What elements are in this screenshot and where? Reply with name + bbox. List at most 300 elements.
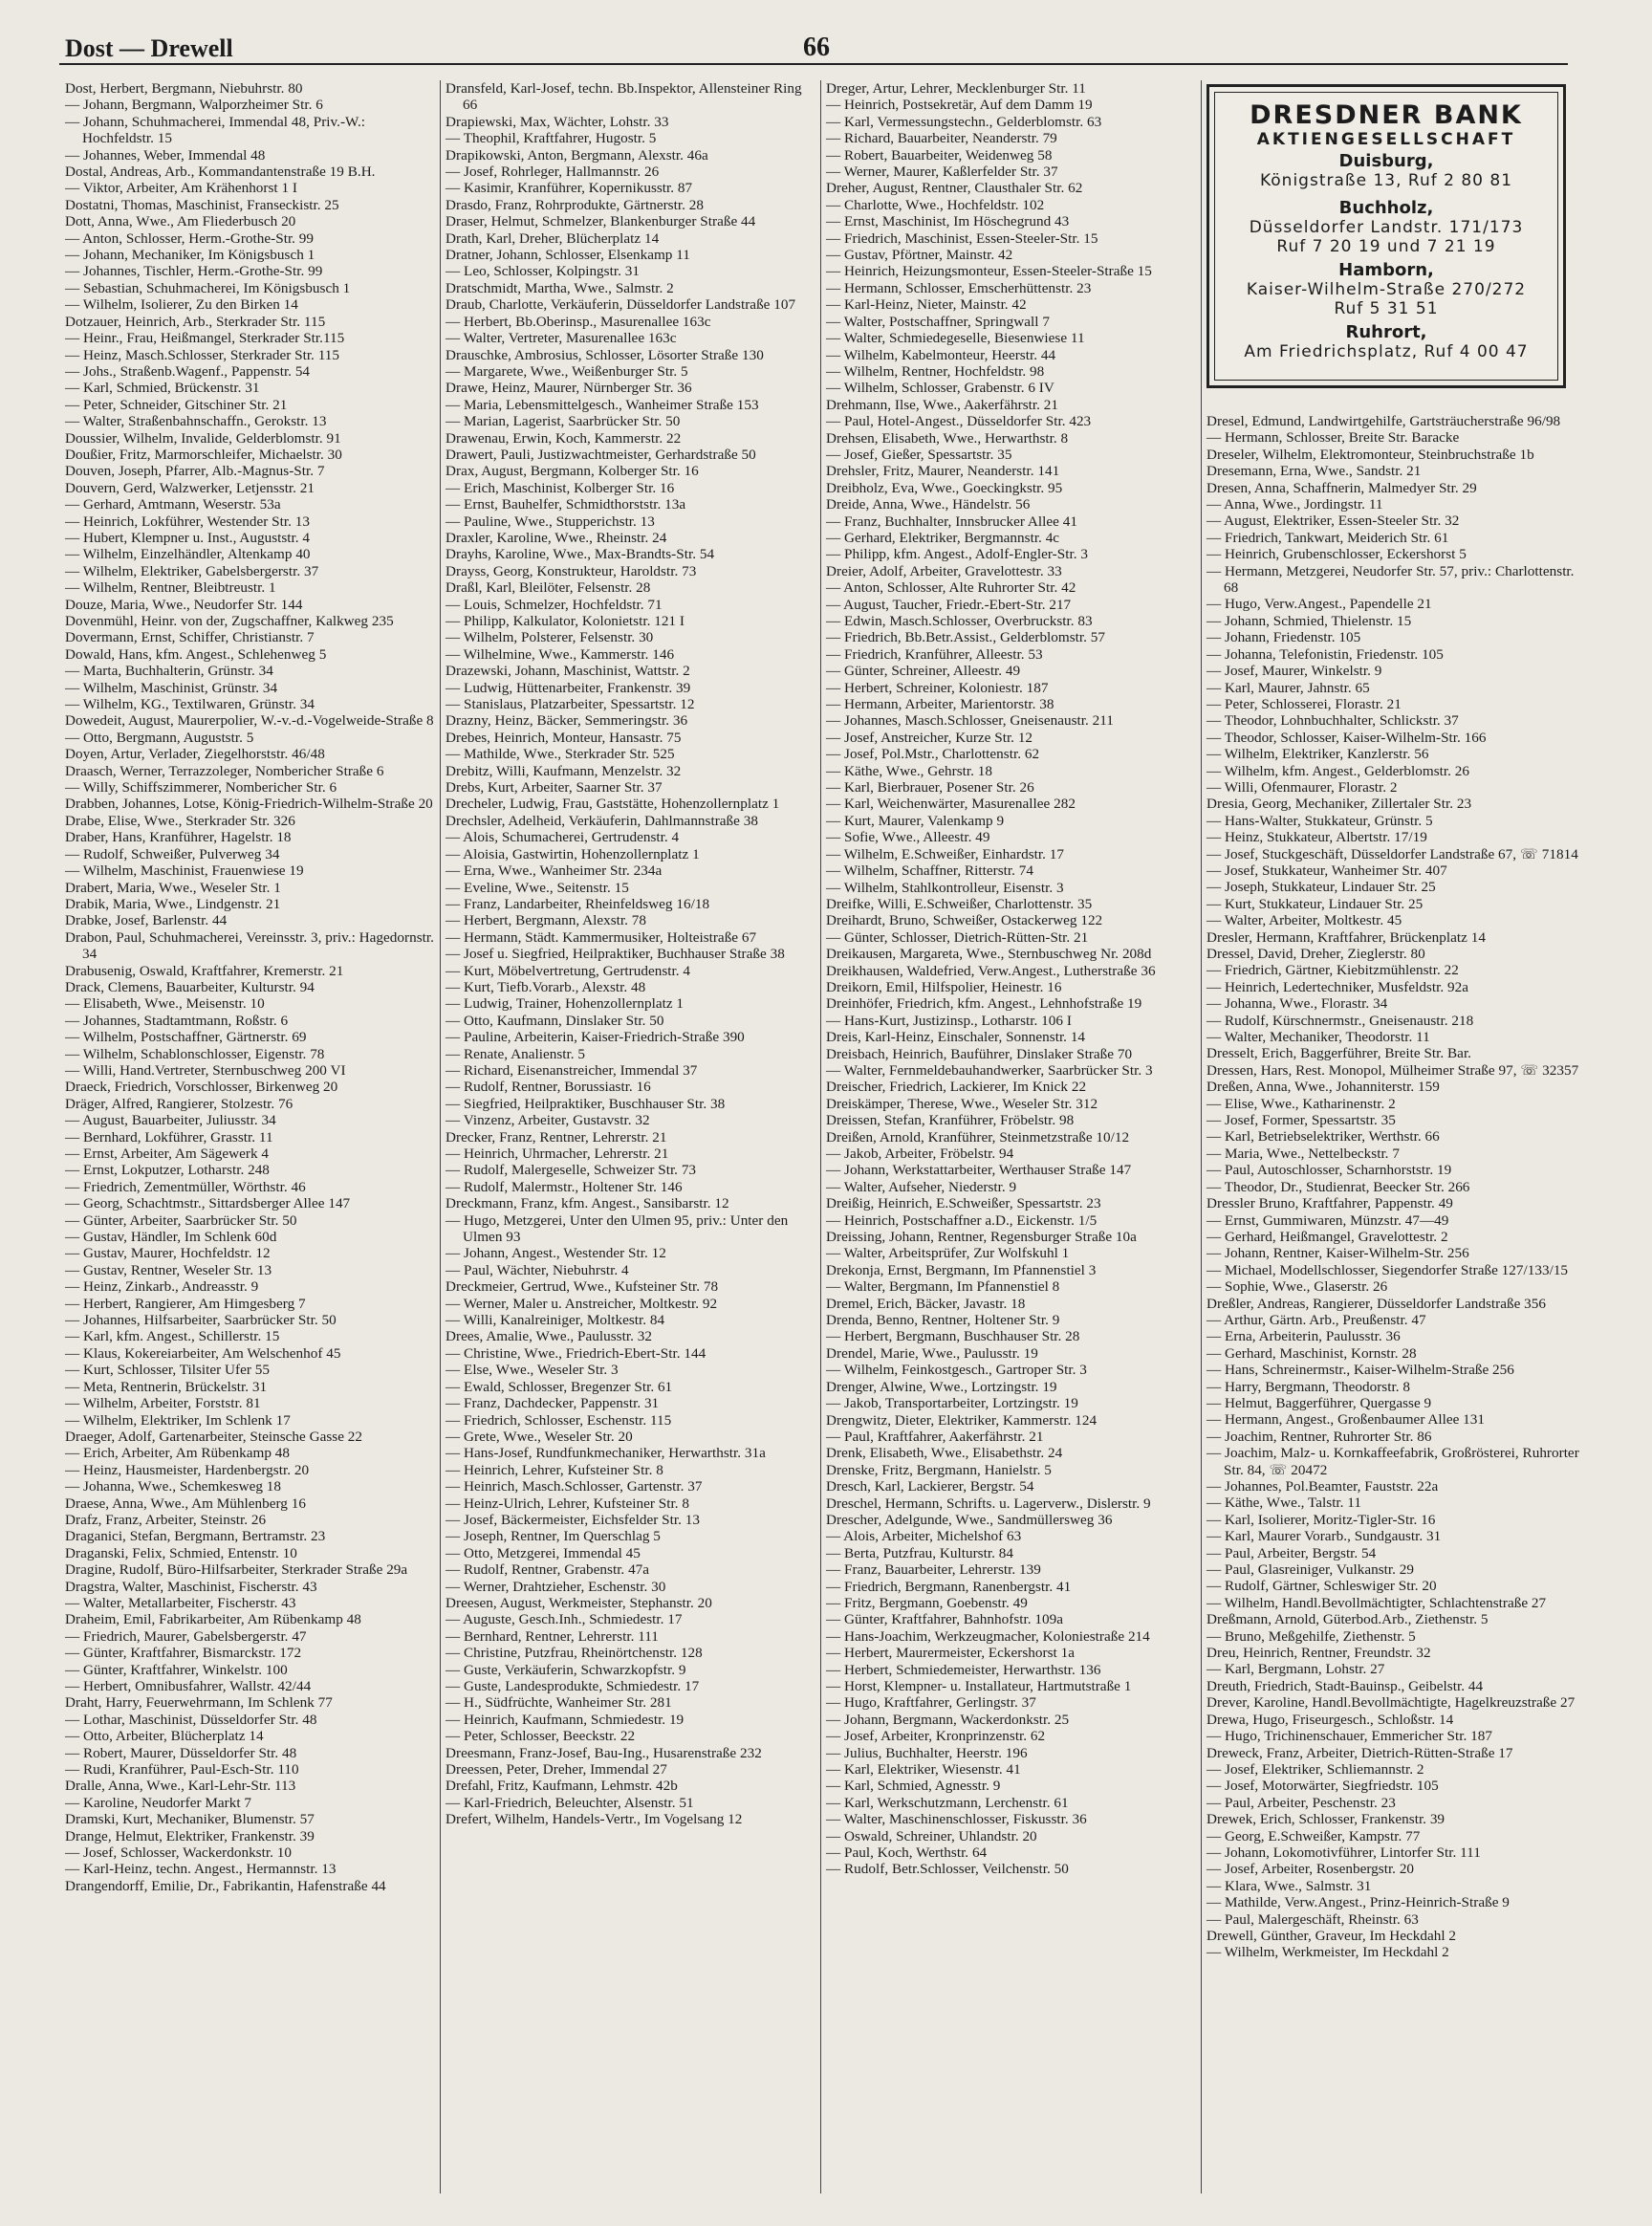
directory-entry: — Gustav, Rentner, Weseler Str. 13 [65,1261,272,1278]
directory-entry: — Wilhelm, Maschinist, Frauenwiese 19 [65,862,304,880]
directory-entry: — Josef, Former, Spessartstr. 35 [1206,1112,1396,1129]
directory-entry: — Josef, Bäckermeister, Eichsfelder Str. 13 [446,1511,700,1528]
directory-entry: Dott, Anna, Wwe., Am Fliederbusch 20 [65,213,296,230]
directory-entry: Dost, Herbert, Bergmann, Niebuhrstr. 80 [65,80,303,97]
directory-entry: — Stanislaus, Platzarbeiter, Spessartstr. 12 [446,696,695,713]
directory-entry: Dresler, Hermann, Kraftfahrer, Brückenplatz 14 [1206,928,1486,946]
directory-entry: — Johannes, Hilfsarbeiter, Saarbrücker Str. 50 [65,1312,337,1329]
directory-entry: — Oswald, Schreiner, Uhlandstr. 20 [826,1827,1037,1844]
directory-entry: — Heinrich, Ledertechniker, Musfeldstr. 92a [1206,978,1468,995]
directory-entry: — Georg, E.Schweißer, Kampstr. 77 [1206,1827,1421,1844]
directory-entry: Dressel, David, Dreher, Zieglerstr. 80 [1206,946,1425,962]
directory-entry: — Günter, Kraftfahrer, Bismarckstr. 172 [65,1645,302,1662]
directory-entry: — Herbert, Rangierer, Am Himgesberg 7 [65,1295,306,1312]
ad-branch-city: Buchholz, [1338,198,1434,218]
directory-entry: — Friedrich, Zementmüller, Wörthstr. 46 [65,1178,306,1195]
directory-entry: — Otto, Kaufmann, Dinslaker Str. 50 [446,1012,664,1029]
ad-branch-address: Düsseldorfer Landstr. 171/173 [1249,218,1524,237]
directory-entry: Drehsler, Fritz, Maurer, Neanderstr. 141 [826,463,1060,480]
directory-entry: — Karl, Maurer Vorarb., Sundgaustr. 31 [1206,1528,1442,1545]
directory-entry: — Maria, Lebensmittelgesch., Wanheimer Straße 153 [446,396,759,413]
directory-entry: — Ernst, Arbeiter, Am Sägewerk 4 [65,1146,270,1162]
directory-column-4 [1206,413,1583,2192]
directory-entry: — Johanna, Wwe., Florastr. 34 [1206,995,1388,1013]
directory-entry: Drebs, Kurt, Arbeiter, Saarner Str. 37 [446,779,663,797]
directory-entry: Dreher, August, Rentner, Clausthaler Str. 62 [826,180,1083,197]
directory-entry: — Peter, Schlosserei, Florastr. 21 [1206,695,1402,712]
directory-entry: Drabusenig, Oswald, Kraftfahrer, Kremerstr. 21 [65,962,344,979]
directory-entry: — Friedrich, Bergmann, Ranenbergstr. 41 [826,1578,1072,1595]
directory-entry: Drechsler, Adelheid, Verkäuferin, Dahlmannstraße 38 [446,812,758,829]
directory-entry: — Grete, Wwe., Weseler Str. 20 [446,1428,633,1445]
directory-entry: Dreessen, Peter, Dreher, Immendal 27 [446,1761,667,1779]
directory-entry: Draxler, Karoline, Wwe., Rheinstr. 24 [446,529,667,546]
directory-entry: — Heinrich, Grubenschlosser, Eckershorst 5 [1206,546,1467,563]
directory-entry: Draganici, Stefan, Bergmann, Bertramstr. 23 [65,1528,326,1545]
directory-entry: — Ludwig, Hüttenarbeiter, Frankenstr. 39 [446,679,691,696]
directory-entry: — Anton, Schlosser, Herm.-Grothe-Str. 99 [65,229,315,247]
directory-entry: — Johann, Schmied, Thielenstr. 15 [1206,612,1412,629]
directory-entry: — Käthe, Wwe., Gehrstr. 18 [826,762,993,779]
directory-entry: — Kurt, Stukkateur, Lindauer Str. 25 [1206,895,1424,912]
directory-entry: — Franz, Dachdecker, Pappenstr. 31 [446,1395,660,1412]
directory-entry: — Guste, Landesprodukte, Schmiedestr. 17 [446,1678,700,1694]
directory-entry: — Christine, Wwe., Friedrich-Ebert-Str. 144 [446,1344,706,1362]
directory-entry: Drewell, Günther, Graveur, Im Heckdahl 2 [1206,1927,1457,1944]
directory-entry: — Richard, Bauarbeiter, Neanderstr. 79 [826,130,1057,147]
directory-entry: Dreinhöfer, Friedrich, kfm. Angest., Lehnhofstraße 19 [826,995,1142,1013]
directory-entry: Draber, Hans, Kranführer, Hagelstr. 18 [65,829,292,846]
directory-entry: Drapiewski, Max, Wächter, Lohstr. 33 [446,113,669,130]
directory-entry: Drehmann, Ilse, Wwe., Aakerfährstr. 21 [826,396,1058,413]
directory-entry: Drefahl, Fritz, Kaufmann, Lehmstr. 42b [446,1778,678,1795]
directory-entry: — Erich, Arbeiter, Am Rübenkamp 48 [65,1445,291,1462]
directory-entry: — Hans-Josef, Rundfunkmechaniker, Herwarthstr. 31a [446,1445,766,1462]
directory-entry: Drabben, Johannes, Lotse, König-Friedrich-Wilhelm-Straße 20 [65,796,433,813]
directory-entry: — Josef, Pol.Mstr., Charlottenstr. 62 [826,746,1040,763]
directory-entry: — Werner, Maurer, Kaßlerfelder Str. 37 [826,164,1058,181]
directory-entry: — Vinzenz, Arbeiter, Gustavstr. 32 [446,1112,650,1129]
directory-entry: — Johann, Angest., Westender Str. 12 [446,1245,666,1262]
directory-entry: Dressen, Hars, Rest. Monopol, Mülheimer Straße 97, ☏ 32357 [1206,1061,1579,1079]
directory-entry: — Josef, Motorwärter, Siegfriedstr. 105 [1206,1778,1439,1795]
directory-entry: — Johannes, Masch.Schlosser, Gneisenaustr. 211 [826,712,1114,730]
directory-entry: — Gustav, Pförtner, Mainstr. 42 [826,247,1013,264]
directory-entry: Dreissing, Johann, Rentner, Regensburger Straße 10a [826,1229,1137,1246]
directory-entry: Drenk, Elisabeth, Wwe., Elisabethstr. 24 [826,1445,1063,1462]
directory-entry: Dreesen, August, Werkmeister, Stephanstr. 20 [446,1594,712,1611]
directory-entry: Dostal, Andreas, Arb., Kommandantenstraße 19 B.H. [65,164,376,181]
directory-entry: — Rudolf, Betr.Schlosser, Veilchenstr. 50 [826,1861,1069,1878]
directory-entry: — Paul, Glasreiniger, Vulkanstr. 29 [1206,1561,1414,1579]
directory-entry: — Viktor, Arbeiter, Am Krähenhorst 1 I [65,180,297,197]
directory-entry: — Heinrich, Masch.Schlosser, Gartenstr. 37 [446,1478,703,1495]
directory-entry: — Jakob, Arbeiter, Fröbelstr. 94 [826,1146,1014,1162]
directory-entry: — Renate, Analienstr. 5 [446,1045,585,1062]
directory-entry: — Arthur, Gärtn. Arb., Preußenstr. 47 [1206,1311,1426,1328]
directory-entry: Drapikowski, Anton, Bergmann, Alexstr. 46a [446,146,708,164]
directory-entry: Dreißen, Arnold, Kranführer, Steinmetzstraße 10/12 [826,1128,1130,1146]
directory-entry: Draese, Anna, Wwe., Am Mühlenberg 16 [65,1495,306,1512]
directory-entry: — Gustav, Händler, Im Schlenk 60d [65,1229,277,1246]
directory-entry: Drenda, Benno, Rentner, Holtener Str. 9 [826,1312,1060,1329]
directory-entry: Drath, Karl, Dreher, Blücherplatz 14 [446,229,660,247]
directory-column-1 [65,80,438,2193]
directory-entry: — Marta, Buchhalterin, Grünstr. 34 [65,663,273,680]
directory-entry: — Helmut, Baggerführer, Quergasse 9 [1206,1394,1432,1411]
directory-entry: — Johann, Rentner, Kaiser-Wilhelm-Str. 256 [1206,1245,1469,1262]
directory-entry: — Georg, Schachtmstr., Sittardsberger Allee 147 [65,1195,351,1212]
directory-entry: — Ernst, Lokputzer, Lotharstr. 248 [65,1162,270,1179]
directory-entry: — Gerhard, Maschinist, Kornstr. 28 [1206,1344,1417,1362]
directory-entry: — August, Taucher, Friedr.-Ebert-Str. 217 [826,596,1072,613]
directory-entry: — Herbert, Schreiner, Koloniestr. 187 [826,679,1049,696]
directory-entry: — Gerhard, Elektriker, Bergmannstr. 4c [826,529,1060,546]
directory-entry: — Josef, Stuckgeschäft, Düsseldorfer Landstraße 67, ☏ 71814 [1206,845,1578,862]
directory-entry: Dreisbach, Heinrich, Bauführer, Dinslaker Straße 70 [826,1045,1133,1062]
directory-entry: — Otto, Bergmann, Auguststr. 5 [65,729,254,746]
directory-entry: — Alois, Arbeiter, Michelshof 63 [826,1528,1022,1545]
directory-entry: — Johann, Mechaniker, Im Königsbusch 1 [65,247,315,264]
directory-entry: Dreifke, Willi, E.Schweißer, Charlottenstr. 35 [826,895,1093,912]
directory-entry: — Herbert, Schmiedemeister, Herwarthstr. 136 [826,1661,1101,1678]
directory-entry: — Sofie, Wwe., Alleestr. 49 [826,829,990,846]
directory-entry: — Pauline, Wwe., Stupperichstr. 13 [446,513,655,530]
directory-entry: — Peter, Schlosser, Beeckstr. 22 [446,1728,636,1745]
directory-entry: Drever, Karoline, Handl.Bevollmächtigte, Hagelkreuzstraße 27 [1206,1694,1576,1712]
directory-entry: Dovermann, Ernst, Schiffer, Christianstr. 7 [65,629,315,646]
directory-entry: Dratner, Johann, Schlosser, Elsenkamp 11 [446,247,690,264]
directory-entry: — Gerhard, Amtmann, Weserstr. 53a [65,496,281,513]
directory-entry: — Walter, Fernmeldebauhandwerker, Saarbrücker Str. 3 [826,1061,1153,1079]
directory-entry: — Josef u. Siegfried, Heilpraktiker, Buchhauser Straße 38 [446,946,785,963]
directory-entry: — Rudolf, Rentner, Borussiastr. 16 [446,1079,651,1096]
directory-entry: — Heinrich, Kaufmann, Schmiedestr. 19 [446,1711,685,1728]
directory-entry: Dreger, Artur, Lehrer, Mecklenburger Str. 11 [826,80,1086,97]
ad-bank-name: DRESDNER BANK [1250,100,1523,130]
header-rule [59,63,1568,65]
directory-entry: — Kurt, Schlosser, Tilsiter Ufer 55 [65,1362,270,1379]
ad-branch-address: Königstraße 13, Ruf 2 80 81 [1259,171,1513,190]
directory-entry: — Meta, Rentnerin, Brückelstr. 31 [65,1378,268,1395]
directory-entry: Dransfeld, Karl-Josef, techn. Bb.Inspektor, Allensteiner Ring 66 [446,80,806,114]
directory-entry: — Friedrich, Maschinist, Essen-Steeler-Str. 15 [826,229,1098,247]
directory-entry: — Louis, Schmelzer, Hochfeldstr. 71 [446,596,663,613]
directory-entry: Dresen, Anna, Schaffnerin, Malmedyer Str. 29 [1206,479,1477,496]
directory-entry: — Karl, kfm. Angest., Schillerstr. 15 [65,1328,280,1345]
directory-entry: Dräger, Alfred, Rangierer, Stolzestr. 76 [65,1095,293,1112]
directory-entry: — Heinz, Zinkarb., Andreasstr. 9 [65,1278,259,1296]
directory-column-2 [446,80,818,2193]
dresdner-bank-advertisement [1206,84,1566,388]
directory-entry: — Paul, Wächter, Niebuhrstr. 4 [446,1261,629,1278]
directory-entry: — Wilhelm, Rentner, Bleibtreustr. 1 [65,579,276,597]
directory-entry: — Karl, Betriebselektriker, Werthstr. 66 [1206,1128,1440,1146]
directory-entry: — Günter, Schlosser, Dietrich-Rütten-Str. 21 [826,928,1089,946]
directory-entry: — Bernhard, Lokführer, Grasstr. 11 [65,1128,273,1146]
directory-entry: — Theophil, Kraftfahrer, Hugostr. 5 [446,130,657,147]
directory-entry: Drabert, Maria, Wwe., Weseler Str. 1 [65,879,281,896]
directory-entry: — Paul, Hotel-Angest., Düsseldorfer Str. 423 [826,413,1092,430]
directory-entry: — Karl, Werkschutzmann, Lerchenstr. 61 [826,1794,1069,1811]
directory-entry: — Heinrich, Postsekretär, Auf dem Damm 19 [826,97,1093,114]
directory-entry: — Berta, Putzfrau, Kulturstr. 84 [826,1544,1013,1561]
directory-entry: — Joachim, Rentner, Ruhrorter Str. 86 [1206,1428,1432,1445]
directory-entry: — Wilhelm, Isolierer, Zu den Birken 14 [65,296,298,314]
directory-entry: — Theodor, Lohnbuchhalter, Schlickstr. 37 [1206,712,1459,730]
directory-entry: Dreissen, Stefan, Kranführer, Fröbelstr. 98 [826,1112,1075,1129]
directory-entry: — Herbert, Omnibusfahrer, Wallstr. 42/44 [65,1678,312,1694]
directory-entry: — Mathilde, Verw.Angest., Prinz-Heinrich-Straße 9 [1206,1894,1510,1911]
directory-entry: Dreißig, Heinrich, E.Schweißer, Spessartstr. 23 [826,1195,1101,1212]
directory-entry: — Eveline, Wwe., Seitenstr. 15 [446,879,629,896]
directory-entry: — Julius, Buchhalter, Heerstr. 196 [826,1744,1028,1761]
directory-entry: — Friedrich, Gärtner, Kiebitzmühlenstr. 22 [1206,962,1459,979]
directory-entry: Dreseler, Wilhelm, Elektromonteur, Steinbruchstraße 1b [1206,446,1534,463]
directory-entry: — Robert, Maurer, Düsseldorfer Str. 48 [65,1744,297,1761]
directory-entry: — Hugo, Trichinenschauer, Emmericher Str. 187 [1206,1728,1492,1745]
column-divider [820,80,821,2193]
directory-entry: — Johanna, Wwe., Schemkesweg 18 [65,1478,281,1495]
directory-entry: Dotzauer, Heinrich, Arb., Sterkrader Str. 115 [65,313,326,330]
directory-entry: — Heinrich, Lehrer, Kufsteiner Str. 8 [446,1461,663,1478]
directory-entry: Drecheler, Ludwig, Frau, Gaststätte, Hohenzollernplatz 1 [446,796,780,813]
directory-entry: — Wilhelm, Elektriker, Im Schlenk 17 [65,1411,291,1429]
directory-entry: Dreis, Karl-Heinz, Einschaler, Sonnenstr. 14 [826,1029,1086,1046]
directory-entry: — Günter, Arbeiter, Saarbrücker Str. 50 [65,1211,297,1229]
directory-entry: — Theodor, Dr., Studienrat, Beecker Str. 266 [1206,1178,1470,1195]
ad-branch-city: Duisburg, [1338,151,1434,171]
directory-entry: — Willi, Ofenmaurer, Florastr. 2 [1206,778,1398,796]
directory-entry: — Karl, Vermessungstechn., Gelderblomstr. 63 [826,113,1102,130]
directory-entry: — Otto, Arbeiter, Blücherplatz 14 [65,1728,264,1745]
directory-entry: — Willy, Schiffszimmerer, Nombericher Str. 6 [65,779,337,797]
directory-entry: — Hermann, Metzgerei, Neudorfer Str. 57, priv.: Charlottenstr. 68 [1206,562,1578,597]
directory-entry: Draheim, Emil, Fabrikarbeiter, Am Rübenkamp 48 [65,1611,361,1628]
directory-entry: — Walter, Bergmann, Im Pfannenstiel 8 [826,1278,1060,1296]
directory-entry: Drecker, Franz, Rentner, Lehrerstr. 21 [446,1128,667,1146]
directory-entry: Draeck, Friedrich, Vorschlosser, Birkenweg 20 [65,1079,338,1096]
directory-entry: — Lothar, Maschinist, Düsseldorfer Str. 48 [65,1711,317,1728]
ad-branch-city: Hamborn, [1338,260,1434,280]
directory-entry: — Franz, Bauarbeiter, Lehrerstr. 139 [826,1561,1041,1579]
directory-entry: — Hans-Joachim, Werkzeugmacher, Koloniestraße 214 [826,1627,1150,1645]
directory-entry: — Hermann, Städt. Kammermusiker, Holteistraße 67 [446,928,757,946]
directory-entry: — Hermann, Schlosser, Breite Str. Baracke [1206,429,1460,447]
directory-entry: Dreesmann, Franz-Josef, Bau-Ing., Husarenstraße 232 [446,1744,762,1761]
directory-entry: — Horst, Klempner- u. Installateur, Hartmutstraße 1 [826,1678,1132,1694]
directory-entry: — Heinr., Frau, Heißmangel, Sterkrader Str.115 [65,330,345,347]
directory-entry: Drafz, Franz, Arbeiter, Steinstr. 26 [65,1511,267,1528]
directory-entry: Drefert, Wilhelm, Handels-Vertr., Im Vogelsang 12 [446,1811,743,1828]
directory-entry: — Wilhelmine, Wwe., Kammerstr. 146 [446,645,675,663]
directory-entry: Drack, Clemens, Bauarbeiter, Kulturstr. 94 [65,978,315,995]
directory-entry: Drauschke, Ambrosius, Schlosser, Lösorter Straße 130 [446,346,764,363]
directory-entry: Dreckmeier, Gertrud, Wwe., Kufsteiner Str. 78 [446,1278,719,1296]
directory-entry: — Rudolf, Malergeselle, Schweizer Str. 73 [446,1162,697,1179]
directory-entry: — Sebastian, Schuhmacherei, Im Königsbusch 1 [65,279,351,296]
ad-branch-phone: Ruf 7 20 19 und 7 21 19 [1276,237,1496,256]
directory-entry: — Edwin, Masch.Schlosser, Overbruckstr. 83 [826,613,1093,629]
directory-entry: Drendel, Marie, Wwe., Paulusstr. 19 [826,1344,1038,1362]
directory-entry: — Erich, Maschinist, Kolberger Str. 16 [446,479,675,496]
directory-entry: Drabke, Josef, Barlenstr. 44 [65,912,228,929]
directory-entry: — Karl, Maurer, Jahnstr. 65 [1206,679,1370,696]
directory-entry: — Paul, Malergeschäft, Rheinstr. 63 [1206,1910,1419,1928]
directory-entry: — Josef, Arbeiter, Kronprinzenstr. 62 [826,1728,1046,1745]
directory-entry: — Wilhelm, kfm. Angest., Gelderblomstr. 26 [1206,762,1469,779]
directory-entry: — Aloisia, Gastwirtin, Hohenzollernplatz 1 [446,845,700,862]
directory-entry: — Johannes, Stadtamtmann, Roßstr. 6 [65,1012,289,1029]
directory-entry: — Klaus, Kokereiarbeiter, Am Welschenhof 45 [65,1344,341,1362]
directory-entry: Drewa, Hugo, Friseurgesch., Schloßstr. 14 [1206,1711,1454,1728]
directory-entry: — Paul, Koch, Werthstr. 64 [826,1844,988,1862]
directory-entry: — Harry, Bergmann, Theodorstr. 8 [1206,1378,1410,1395]
directory-entry: — Mathilde, Wwe., Sterkrader Str. 525 [446,746,675,763]
directory-entry: — Werner, Maler u. Anstreicher, Moltkestr. 92 [446,1295,718,1312]
directory-entry: — Walter, Mechaniker, Theodorstr. 11 [1206,1029,1430,1046]
directory-entry: — Kurt, Tiefb.Vorarb., Alexstr. 48 [446,978,646,995]
directory-entry: — Josef, Gießer, Spessartstr. 35 [826,446,1012,463]
ad-bank-type: AKTIENGESELLSCHAFT [1256,130,1516,149]
directory-entry: — Bernhard, Rentner, Lehrerstr. 111 [446,1627,659,1645]
directory-entry: — Hubert, Klempner u. Inst., Auguststr. 4 [65,529,311,546]
directory-entry: Drekonja, Ernst, Bergmann, Im Pfannenstiel 3 [826,1261,1097,1278]
directory-entry: Dreier, Adolf, Arbeiter, Gravelottestr. 33 [826,562,1062,579]
directory-entry: — Johann, Lokomotivführer, Lintorfer Str. 111 [1206,1844,1481,1861]
ad-branch-address: Am Friedrichsplatz, Ruf 4 00 47 [1244,342,1529,361]
directory-entry: Dresel, Edmund, Landwirtgehilfe, Gartsträucherstraße 96/98 [1206,413,1561,429]
directory-entry: — Heinrich, Uhrmacher, Lehrerstr. 21 [446,1146,669,1162]
directory-entry: Doußier, Fritz, Marmorschleifer, Michaelstr. 30 [65,446,342,463]
directory-entry: Dreide, Anna, Wwe., Händelstr. 56 [826,496,1031,513]
directory-entry: Doussier, Wilhelm, Invalide, Gelderblomstr. 91 [65,429,341,447]
directory-entry: — Herbert, Bb.Oberinsp., Masurenallee 163c [446,313,711,330]
directory-entry: — Josef, Arbeiter, Rosenbergstr. 20 [1206,1861,1415,1878]
directory-entry: — Wilhelm, Elektriker, Gabelsbergerstr. 37 [65,562,319,579]
directory-entry: — Walter, Arbeiter, Moltkestr. 45 [1206,912,1402,929]
directory-entry: Dreschel, Hermann, Schrifts. u. Lagerverw., Dislerstr. 9 [826,1495,1151,1512]
directory-entry: — Else, Wwe., Weseler Str. 3 [446,1362,619,1379]
directory-entry: — Rudolf, Gärtner, Schleswiger Str. 20 [1206,1578,1437,1595]
directory-entry: — August, Bauarbeiter, Juliusstr. 34 [65,1112,276,1129]
directory-entry: Dresemann, Erna, Wwe., Sandstr. 21 [1206,463,1422,480]
directory-entry: — Kurt, Möbelvertretung, Gertrudenstr. 4 [446,962,690,979]
directory-entry: — Karl, Bergmann, Lohstr. 27 [1206,1661,1385,1678]
directory-entry: Drebitz, Willi, Kaufmann, Menzelstr. 32 [446,762,682,779]
column-divider [1201,80,1202,2193]
directory-entry: — Hugo, Verw.Angest., Papendelle 21 [1206,596,1432,613]
directory-entry: — Josef, Stukkateur, Wanheimer Str. 407 [1206,862,1447,879]
directory-entry: Dowald, Hans, kfm. Angest., Schlehenweg 5 [65,645,327,663]
directory-entry: — Karl, Weichenwärter, Masurenallee 282 [826,796,1076,813]
directory-entry: Draht, Harry, Feuerwehrmann, Im Schlenk 77 [65,1694,333,1712]
directory-entry: — Friedrich, Bb.Betr.Assist., Gelderblomstr. 57 [826,629,1106,646]
directory-entry: — Richard, Eisenanstreicher, Immendal 37 [446,1061,698,1079]
directory-entry: — Wilhelm, Einzelhändler, Altenkamp 40 [65,546,311,563]
directory-entry: — Guste, Verkäuferin, Schwarzkopfstr. 9 [446,1661,686,1678]
directory-entry: Drengwitz, Dieter, Elektriker, Kammerstr. 124 [826,1411,1098,1429]
directory-entry: Doyen, Artur, Verlader, Ziegelhorststr. 46/48 [65,746,325,763]
directory-entry: — Hans-Kurt, Justizinsp., Lotharstr. 106 I [826,1012,1072,1029]
directory-entry: — Heinz, Stukkateur, Albertstr. 17/19 [1206,829,1427,846]
directory-entry: — Kurt, Maurer, Valenkamp 9 [826,812,1005,829]
directory-entry: — Hans-Walter, Stukkateur, Grünstr. 5 [1206,812,1433,829]
directory-entry: — Johannes, Pol.Beamter, Fauststr. 22a [1206,1478,1439,1495]
directory-entry: — Wilhelm, Kabelmonteur, Heerstr. 44 [826,346,1056,363]
page-number: 66 [803,33,830,62]
directory-entry: — Josef, Schlosser, Wackerdonkstr. 10 [65,1844,292,1862]
directory-entry: Dostatni, Thomas, Maschinist, Franseckistr. 25 [65,196,339,213]
directory-entry: — Gerhard, Heißmangel, Gravelottestr. 2 [1206,1228,1448,1245]
directory-entry: Dreuth, Friedrich, Stadt-Bauinsp., Geibelstr. 44 [1206,1677,1484,1694]
directory-entry: Dragine, Rudolf, Büro-Hilfsarbeiter, Sterkrader Straße 29a [65,1561,408,1579]
directory-entry: Draser, Helmut, Schmelzer, Blankenburger Straße 44 [446,213,756,230]
directory-entry: Drenske, Fritz, Bergmann, Hanielstr. 5 [826,1461,1052,1478]
directory-entry: — Ernst, Bauhelfer, Schmidthorststr. 13a [446,496,686,513]
directory-entry: — Rudolf, Kürschnermstr., Gneisenaustr. 218 [1206,1012,1474,1029]
directory-entry: — Wilhelm, Maschinist, Grünstr. 34 [65,679,278,696]
directory-entry: Drange, Helmut, Elektriker, Frankenstr. 39 [65,1827,315,1844]
ad-inner-frame [1214,92,1558,381]
directory-entry: Draasch, Werner, Terrazzoleger, Nombericher Straße 6 [65,762,384,779]
directory-entry: Douvern, Gerd, Walzwerker, Letjensstr. 21 [65,479,315,496]
page-header [59,31,1568,65]
directory-entry: — Ludwig, Trainer, Hohenzollernplatz 1 [446,995,685,1013]
directory-entry: — Philipp, Kalkulator, Kolonietstr. 121 I [446,613,685,629]
directory-entry: Dresselt, Erich, Baggerführer, Breite Str. Bar. [1206,1045,1471,1062]
directory-entry: — Paul, Arbeiter, Bergstr. 54 [1206,1544,1377,1561]
directory-entry: — Leo, Schlosser, Kolpingstr. 31 [446,263,640,280]
directory-entry: — Theodor, Schlosser, Kaiser-Wilhelm-Str. 166 [1206,729,1487,746]
directory-entry: Dramski, Kurt, Mechaniker, Blumenstr. 57 [65,1811,315,1828]
directory-entry: — Wilhelm, Rentner, Hochfeldstr. 98 [826,362,1045,380]
directory-entry: — Wilhelm, KG., Textilwaren, Grünstr. 34 [65,696,315,713]
directory-entry: — Walter, Straßenbahnschaffn., Gerokstr. 13 [65,413,327,430]
directory-entry: — Auguste, Gesch.Inh., Schmiedestr. 17 [446,1611,683,1628]
directory-entry: — Johs., Straßenb.Wagenf., Pappenstr. 54 [65,362,311,380]
directory-entry: Dreßler, Andreas, Rangierer, Düsseldorfer Landstraße 356 [1206,1295,1546,1312]
directory-entry: Drewek, Erich, Schlosser, Frankenstr. 39 [1206,1811,1446,1828]
directory-entry: — Wilhelm, E.Schweißer, Einhardstr. 17 [826,845,1064,862]
page-range-title: Dost — Drewell [65,34,233,62]
directory-entry: — Heinrich, Heizungsmonteur, Essen-Steeler-Straße 15 [826,263,1152,280]
directory-entry: Draeger, Adolf, Gartenarbeiter, Steinsche Gasse 22 [65,1428,363,1445]
directory-entry: Drax, August, Bergmann, Kolberger Str. 16 [446,463,699,480]
directory-entry: — Günter, Kraftfahrer, Winkelstr. 100 [65,1661,288,1678]
directory-entry: — Jakob, Transportarbeiter, Lortzingstr. 19 [826,1395,1078,1412]
directory-entry: — Walter, Aufseher, Niederstr. 9 [826,1178,1017,1195]
directory-entry: — Hugo, Kraftfahrer, Gerlingstr. 37 [826,1694,1036,1712]
directory-entry: Dreßen, Anna, Wwe., Johanniterstr. 159 [1206,1079,1440,1096]
directory-entry: Dowedeit, August, Maurerpolier, W.-v.-d.-Vogelweide-Straße 8 [65,712,434,730]
directory-entry: — Peter, Schneider, Gitschiner Str. 21 [65,396,288,413]
directory-entry: — Werner, Drahtzieher, Eschenstr. 30 [446,1578,666,1595]
directory-entry: — Karl-Heinz, Nieter, Mainstr. 42 [826,296,1027,314]
ad-branch-city: Ruhrort, [1345,322,1427,342]
directory-entry: Drabon, Paul, Schuhmacherei, Vereinsstr. 3, priv.: Hagedornstr. 34 [65,928,438,963]
directory-entry: — Käthe, Wwe., Talstr. 11 [1206,1495,1361,1512]
directory-entry: — Johann, Werkstattarbeiter, Werthauser Straße 147 [826,1162,1132,1179]
directory-entry: Drawert, Pauli, Justizwachtmeister, Gerhardstraße 50 [446,446,756,463]
directory-entry: Drenger, Alwine, Wwe., Lortzingstr. 19 [826,1378,1057,1395]
directory-entry: — Hugo, Metzgerei, Unter den Ulmen 95, priv.: Unter den Ulmen 93 [446,1211,793,1246]
directory-page [59,31,1583,2201]
directory-entry: — Karl-Heinz, techn. Angest., Hermannstr. 13 [65,1861,337,1878]
directory-entry: Drabik, Maria, Wwe., Lindgenstr. 21 [65,895,281,912]
directory-entry: — Johann, Friedenstr. 105 [1206,629,1361,646]
directory-entry: Drehsen, Elisabeth, Wwe., Herwarthstr. 8 [826,429,1069,447]
